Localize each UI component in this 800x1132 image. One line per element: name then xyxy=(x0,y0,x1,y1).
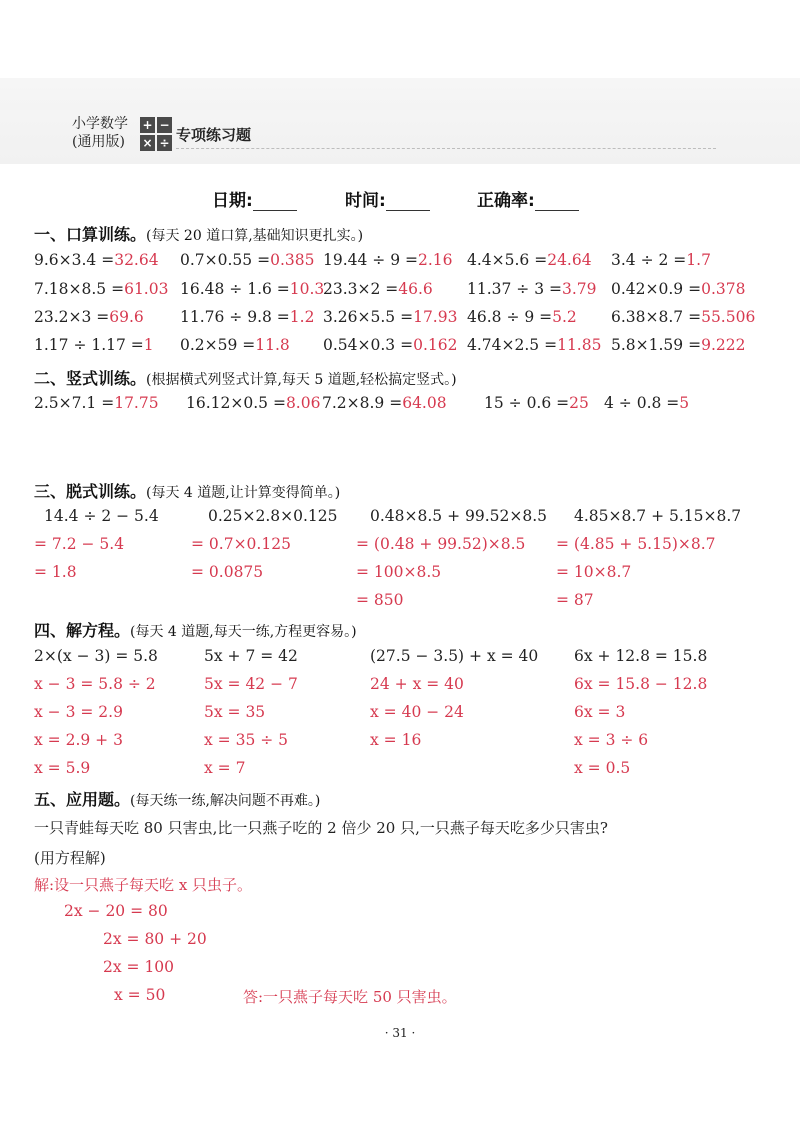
accuracy-field xyxy=(477,186,579,211)
question-text: 19.44 ÷ 9 = xyxy=(323,251,418,269)
vertical-calc-item xyxy=(186,394,320,412)
vertical-calc-item xyxy=(34,394,159,412)
equation-step: 6x = 15.8 − 12.8 xyxy=(574,675,708,693)
mental-math-item xyxy=(467,280,597,298)
question-text: 46.8 ÷ 9 = xyxy=(467,308,553,326)
question-text: 1.17 ÷ 1.17 = xyxy=(34,336,144,354)
mental-math-item xyxy=(467,308,577,326)
times-icon: × xyxy=(140,135,155,151)
section4-heading: 四、解方程。(每天 4 道题,每天一练,方程更容易。) xyxy=(34,621,357,640)
mental-math-item xyxy=(611,308,755,326)
answer-text: 1.7 xyxy=(686,251,711,269)
equation-step: x = 2.9 + 3 xyxy=(34,731,123,749)
mental-math-item xyxy=(611,336,745,354)
question-text: 16.48 ÷ 1.6 = xyxy=(180,280,290,298)
solution-step: x = 50 xyxy=(114,986,166,1004)
mental-math-item xyxy=(611,251,711,269)
question-text: 4.74×2.5 = xyxy=(467,336,558,354)
equation-question: 5x + 7 = 42 xyxy=(204,647,298,665)
step-calc-step: = 100×8.5 xyxy=(356,563,442,581)
solution-step: 2x = 100 xyxy=(103,958,175,976)
question-text: 0.7×0.55 = xyxy=(180,251,271,269)
answer-text: 46.6 xyxy=(398,280,433,298)
question-text: 6.38×8.7 = xyxy=(611,308,702,326)
question-text: 7.2×8.9 = xyxy=(322,394,403,412)
question-text: 4 ÷ 0.8 = xyxy=(604,394,680,412)
mental-math-item xyxy=(323,251,453,269)
mental-math-item xyxy=(34,280,168,298)
answer-text: 24.64 xyxy=(547,251,592,269)
mental-math-item xyxy=(323,336,457,354)
mental-math-item xyxy=(34,251,159,269)
answer-text: 25 xyxy=(569,394,589,412)
equation-question: 2×(x − 3) = 5.8 xyxy=(34,647,158,665)
step-calc-step: = 0.0875 xyxy=(191,563,264,581)
question-text: 16.12×0.5 = xyxy=(186,394,286,412)
answer-text: 55.506 xyxy=(701,308,756,326)
mental-math-item xyxy=(611,280,745,298)
answer-text: 1.2 xyxy=(289,308,315,326)
plus-icon: + xyxy=(140,117,155,133)
question-text: 11.76 ÷ 9.8 = xyxy=(180,308,290,326)
answer-text: 69.6 xyxy=(109,308,144,326)
question-text: 9.6×3.4 = xyxy=(34,251,115,269)
mental-math-item xyxy=(180,251,314,269)
equation-question: (27.5 − 3.5) + x = 40 xyxy=(370,647,539,665)
equation-step: x − 3 = 5.8 ÷ 2 xyxy=(34,675,156,693)
section4-note: (每天 4 道题,每天一练,方程更容易。) xyxy=(130,624,357,640)
accuracy-blank xyxy=(535,194,579,211)
answer-text: 17.75 xyxy=(114,394,159,412)
solution-step: 2x = 80 + 20 xyxy=(103,930,207,948)
vertical-calc-item xyxy=(484,394,589,412)
date-label: 日期: xyxy=(212,191,253,211)
step-calc-step: = 0.7×0.125 xyxy=(191,535,291,553)
equation-step: x = 0.5 xyxy=(574,759,631,777)
step-calc-step: = 7.2 − 5.4 xyxy=(34,535,125,553)
answer-text: 0.162 xyxy=(413,336,458,354)
header-divider xyxy=(176,148,716,149)
answer-text: 0.378 xyxy=(701,280,746,298)
answer-text: 61.03 xyxy=(124,280,169,298)
section1-note: (每天 20 道口算,基础知识更扎实。) xyxy=(146,228,364,244)
question-text: 0.2×59 = xyxy=(180,336,256,354)
step-calc-step: = (0.48 + 99.52)×8.5 xyxy=(356,535,526,553)
answer-text: 0.385 xyxy=(270,251,315,269)
section5-heading: 五、应用题。(每天练一练,解决问题不再难。) xyxy=(34,790,321,809)
step-calc-question: 14.4 ÷ 2 − 5.4 xyxy=(44,507,159,525)
question-text: 2.5×7.1 = xyxy=(34,394,115,412)
mental-math-item xyxy=(180,308,314,326)
mental-math-item xyxy=(34,336,154,354)
step-calc-step: = 87 xyxy=(556,591,594,609)
step-calc-question: 0.48×8.5 + 99.52×8.5 xyxy=(370,507,548,525)
step-calc-question: 4.85×8.7 + 5.15×8.7 xyxy=(574,507,742,525)
section2-note: (根据横式列竖式计算,每天 5 道题,轻松搞定竖式。) xyxy=(146,372,457,388)
series-name: 小学数学 xyxy=(72,116,128,132)
question-text: 0.42×0.9 = xyxy=(611,280,702,298)
answer-text: 5 xyxy=(679,394,690,412)
divide-icon: ÷ xyxy=(157,135,172,151)
equation-step: x = 7 xyxy=(204,759,246,777)
solution-answer: 答:一只燕子每天吃 50 只害虫。 xyxy=(243,988,457,1006)
answer-text: 10.3 xyxy=(289,280,325,298)
time-field xyxy=(345,186,430,211)
question-text: 11.37 ÷ 3 = xyxy=(467,280,562,298)
page-title: 专项练习题 xyxy=(176,126,252,144)
answer-text: 3.79 xyxy=(562,280,597,298)
word-problem-method: (用方程解) xyxy=(34,849,106,867)
mental-math-item xyxy=(467,336,601,354)
question-text: 23.3×2 = xyxy=(323,280,399,298)
answer-text: 17.93 xyxy=(413,308,458,326)
equation-step: x = 35 ÷ 5 xyxy=(204,731,289,749)
question-text: 15 ÷ 0.6 = xyxy=(484,394,570,412)
question-text: 23.2×3 = xyxy=(34,308,110,326)
question-text: 0.54×0.3 = xyxy=(323,336,414,354)
equation-step: x − 3 = 2.9 xyxy=(34,703,123,721)
minus-icon: − xyxy=(157,117,172,133)
solution-intro: 解:设一只燕子每天吃 x 只虫子。 xyxy=(34,876,253,894)
step-calc-question: 0.25×2.8×0.125 xyxy=(208,507,338,525)
answer-text: 1 xyxy=(143,336,154,354)
answer-text: 11.85 xyxy=(557,336,602,354)
section5-note: (每天练一练,解决问题不再难。) xyxy=(130,793,321,809)
mental-math-item xyxy=(467,251,592,269)
question-text: 3.4 ÷ 2 = xyxy=(611,251,687,269)
question-text: 4.4×5.6 = xyxy=(467,251,548,269)
section3-note: (每天 4 道题,让计算变得简单。) xyxy=(146,485,341,501)
equation-step: 5x = 35 xyxy=(204,703,266,721)
section2-heading: 二、竖式训练。(根据横式列竖式计算,每天 5 道题,轻松搞定竖式。) xyxy=(34,369,457,388)
step-calc-step: = 10×8.7 xyxy=(556,563,632,581)
step-calc-step: = (4.85 + 5.15)×8.7 xyxy=(556,535,716,553)
equation-step: x = 3 ÷ 6 xyxy=(574,731,649,749)
accuracy-label: 正确率: xyxy=(477,191,535,211)
mental-math-item xyxy=(180,336,290,354)
question-text: 7.18×8.5 = xyxy=(34,280,125,298)
section1-heading: 一、口算训练。(每天 20 道口算,基础知识更扎实。) xyxy=(34,225,364,244)
answer-text: 5.2 xyxy=(552,308,577,326)
mental-math-item xyxy=(323,280,433,298)
step-calc-step: = 1.8 xyxy=(34,563,77,581)
vertical-calc-item xyxy=(322,394,447,412)
answer-text: 32.64 xyxy=(114,251,159,269)
word-problem-text: 一只青蛙每天吃 80 只害虫,比一只燕子吃的 2 倍少 20 只,一只燕子每天吃多少只害虫? xyxy=(34,819,608,837)
vertical-calc-item xyxy=(604,394,689,412)
mental-math-item xyxy=(180,280,324,298)
answer-text: 64.08 xyxy=(402,394,447,412)
step-calc-step: = 850 xyxy=(356,591,404,609)
question-text: 3.26×5.5 = xyxy=(323,308,414,326)
equation-step: 24 + x = 40 xyxy=(370,675,464,693)
time-blank xyxy=(386,194,430,211)
answer-text: 2.16 xyxy=(418,251,453,269)
page-number: · 31 · xyxy=(384,1026,416,1040)
answer-text: 9.222 xyxy=(701,336,746,354)
time-label: 时间: xyxy=(345,191,386,211)
solution-step: 2x − 20 = 80 xyxy=(64,902,168,920)
equation-step: x = 16 xyxy=(370,731,422,749)
series-edition: (通用版) xyxy=(72,134,125,150)
mental-math-item xyxy=(34,308,144,326)
answer-text: 8.06 xyxy=(285,394,321,412)
equation-step: x = 40 − 24 xyxy=(370,703,464,721)
equation-step: 6x = 3 xyxy=(574,703,626,721)
mental-math-item xyxy=(323,308,457,326)
question-text: 5.8×1.59 = xyxy=(611,336,702,354)
date-field xyxy=(212,186,297,211)
section3-heading: 三、脱式训练。(每天 4 道题,让计算变得简单。) xyxy=(34,482,341,501)
answer-text: 11.8 xyxy=(255,336,290,354)
date-blank xyxy=(253,194,297,211)
equation-question: 6x + 12.8 = 15.8 xyxy=(574,647,708,665)
operations-logo xyxy=(140,117,172,151)
equation-step: x = 5.9 xyxy=(34,759,91,777)
equation-step: 5x = 42 − 7 xyxy=(204,675,298,693)
